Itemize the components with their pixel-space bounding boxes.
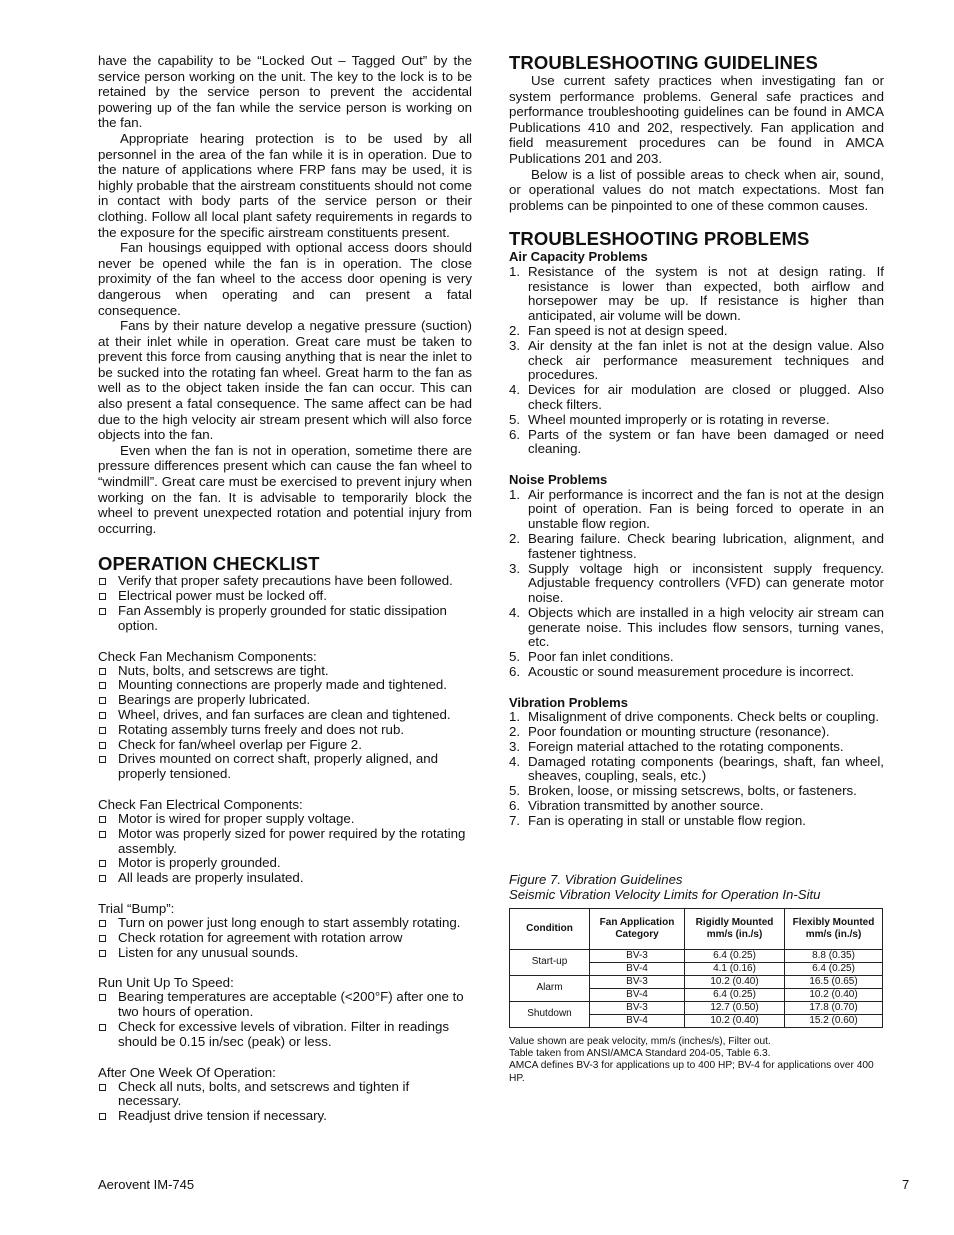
group-label: Check Fan Mechanism Components: (98, 648, 317, 664)
checklist-item: Mounting connections are properly made and tightened. (98, 678, 472, 693)
checkbox-icon (99, 935, 106, 942)
table-header-row (510, 908, 883, 949)
left-column (98, 53, 472, 1124)
list-item: 4. Damaged rotating components (bearings, shaft, fan wheel, sheaves, coupling, seals, etc.) (509, 753, 884, 784)
list-item: 5. Wheel mounted improperly or is rotating in reverse. (509, 411, 830, 427)
checkbox-icon (99, 727, 106, 734)
checkbox-icon (99, 1084, 106, 1091)
table-header: Flexibly Mounted mm/s (in./s) (785, 908, 883, 949)
table-cell: 6.4 (0.25) (685, 988, 785, 1001)
table-cell: BV-4 (590, 988, 685, 1001)
list-item: 1. Resistance of the system is not at design rating. If resistance is lower than expected, both airflow and horsepower may be up. If resistance is higher than anticipated, air volume will be down. (509, 263, 884, 324)
table-cell: BV-3 (590, 949, 685, 962)
list-item: 5. Broken, loose, or missing setscrews, bolts, or fasteners. (509, 783, 857, 799)
checkbox-icon (99, 1024, 106, 1031)
right-column (509, 53, 884, 1085)
checklist-item: Electrical power must be locked off. (98, 589, 472, 604)
checkbox-icon (99, 860, 106, 867)
checklist-trial-bump (98, 916, 472, 960)
table-cell: 15.2 (0.60) (785, 1014, 883, 1027)
table-cell: BV-4 (590, 962, 685, 975)
checklist-item: Check rotation for agreement with rotation arrow (98, 931, 472, 946)
noise-problems-list (509, 488, 884, 680)
table-note: Table taken from ANSI/AMCA Standard 204-05, Table 6.3. (509, 1047, 771, 1059)
list-item: 3. Foreign material attached to the rotating components. (509, 738, 844, 754)
body-paragraph: have the capability to be “Locked Out – Tagged Out” by the service person working on the unit. The key to the lock is to be retained by the service person to prevent the accidental powering up of the fan while the service person is working on the fan. (98, 53, 472, 131)
table-row (510, 975, 883, 988)
table-cell: 10.2 (0.40) (685, 1014, 785, 1027)
checkbox-icon (99, 950, 106, 957)
checkbox-icon (99, 578, 106, 585)
footer-doc-id: Aerovent IM-745 (98, 1177, 195, 1192)
list-item: 6. Acoustic or sound measurement procedure is incorrect. (509, 664, 854, 680)
checklist-item: Fan Assembly is properly grounded for static dissipation option. (98, 604, 472, 634)
table-header: Fan Application Category (590, 908, 685, 949)
checkbox-icon (99, 816, 106, 823)
checklist-electrical (98, 812, 472, 886)
checklist-item: Turn on power just long enough to start assembly rotating. (98, 916, 472, 931)
figure-subtitle: Seismic Vibration Velocity Limits for Operation In-Situ (509, 886, 821, 902)
list-item: 2. Bearing failure. Check bearing lubrication, alignment, and fastener tightness. (509, 530, 884, 561)
table-note: Value shown are peak velocity, mm/s (inches/s), Filter out. (509, 1035, 771, 1047)
table-row (510, 949, 883, 962)
checkbox-icon (99, 608, 106, 615)
table-cell: 16.5 (0.65) (785, 975, 883, 988)
checklist-item: Drives mounted on correct shaft, properly aligned, and properly tensioned. (98, 752, 472, 782)
body-paragraph: Use current safety practices when investigating fan or system performance problems. General safe practices and performance troubleshooting guidelines can be found in AMCA Publications 410 and 202, respectively. Fan application and field measurement procedures can be found in AMCA Publications 201 and 203. (509, 73, 884, 166)
checklist-item: Bearings are properly lubricated. (98, 693, 472, 708)
checkbox-icon (99, 875, 106, 882)
checkbox-icon (99, 756, 106, 763)
checklist-item: Motor was properly sized for power required by the rotating assembly. (98, 827, 472, 857)
checkbox-icon (99, 668, 106, 675)
checklist-item: Motor is wired for proper supply voltage. (98, 812, 472, 827)
checklist-item: Verify that proper safety precautions have been followed. (98, 574, 472, 589)
body-paragraph: Fan housings equipped with optional access doors should never be opened while the fan is in operation. The close proximity of the fan wheel to the access door opening is very dangerous when operating and can present a fatal consequence. (98, 240, 472, 318)
list-item: 3. Supply voltage high or inconsistent supply frequency. Adjustable frequency controllers (VFD) can generate motor noise. (509, 560, 884, 606)
table-header: Condition (510, 908, 590, 949)
air-capacity-heading: Air Capacity Problems (509, 249, 648, 265)
group-label: Trial “Bump”: (98, 900, 175, 916)
table-cell: Start-up (510, 949, 590, 975)
checkbox-icon (99, 593, 106, 600)
checklist-item: Nuts, bolts, and setscrews are tight. (98, 664, 472, 679)
checkbox-icon (99, 682, 106, 689)
body-paragraph: Fans by their nature develop a negative pressure (suction) at their inlet while in operation. Great care must be taken to prevent this force from causing anything that is near the inlet to be sucked into the rotating fan wheel. Great harm to the fan as well as to the object taken inside the fan can occur. This can also present a fatal consequence. The same affect can be had due to the high velocity air stream present which will also force objects into the fan. (98, 318, 472, 443)
list-item: 3. Air density at the fan inlet is not at the design value. Also check air performance measurement techniques and procedures. (509, 337, 884, 383)
list-item: 6. Vibration transmitted by another source. (509, 798, 764, 814)
checklist-item: Check for fan/wheel overlap per Figure 2. (98, 738, 472, 753)
table-header: Rigidly Mounted mm/s (in./s) (685, 908, 785, 949)
table-cell: 6.4 (0.25) (785, 962, 883, 975)
checklist-item: Rotating assembly turns freely and does not rub. (98, 723, 472, 738)
table-cell: BV-3 (590, 975, 685, 988)
table-cell: 12.7 (0.50) (685, 1001, 785, 1014)
checkbox-icon (99, 994, 106, 1001)
checkbox-icon (99, 697, 106, 704)
operation-checklist-heading: OPERATION CHECKLIST (98, 553, 320, 575)
body-paragraph: Even when the fan is not in operation, sometime there are pressure differences present which can cause the fan wheel to “windmill”. Great care must be exercised to prevent injury when working on the fan. It is advisable to temporarily block the wheel to prevent unexpected rotation and potential injury from occurring. (98, 442, 472, 536)
table-cell: BV-4 (590, 1014, 685, 1027)
table-row (510, 1001, 883, 1014)
troubleshooting-guidelines-heading: TROUBLESHOOTING GUIDELINES (509, 52, 818, 73)
table-cell: 10.2 (0.40) (685, 975, 785, 988)
page-number: 7 (902, 1177, 910, 1192)
vibration-problems-list (509, 710, 884, 828)
checkbox-icon (99, 1113, 106, 1120)
checklist-item: All leads are properly insulated. (98, 871, 472, 886)
table-cell: 8.8 (0.35) (785, 949, 883, 962)
checklist-one-week (98, 1080, 472, 1124)
figure-title: Figure 7. Vibration Guidelines (509, 871, 683, 887)
checkbox-icon (99, 831, 106, 838)
checklist-mechanism (98, 664, 472, 782)
list-item: 7. Fan is operating in stall or unstable flow region. (509, 812, 806, 828)
noise-problems-heading: Noise Problems (509, 472, 608, 488)
group-label: Run Unit Up To Speed: (98, 975, 234, 991)
troubleshooting-problems-heading: TROUBLESHOOTING PROBLEMS (509, 228, 810, 250)
checklist-item: Listen for any unusual sounds. (98, 946, 472, 961)
list-item: 2. Fan speed is not at design speed. (509, 322, 728, 338)
list-item: 4. Objects which are installed in a high velocity air stream can generate noise. This includes flow sensors, turning vanes, etc. (509, 604, 884, 650)
checklist-intro (98, 574, 472, 633)
table-cell: 17.8 (0.70) (785, 1001, 883, 1014)
checklist-item: Check for excessive levels of vibration. Filter in readings should be 0.15 in/sec (peak) or less. (98, 1020, 472, 1050)
list-item: 1. Air performance is incorrect and the fan is not at the design point of operation. Fan is being forced to operate in an unstable flow region. (509, 486, 884, 532)
list-item: 1. Misalignment of drive components. Check belts or coupling. (509, 709, 880, 725)
vibration-table (509, 908, 883, 1028)
figure-caption (509, 872, 884, 902)
table-cell: 6.4 (0.25) (685, 949, 785, 962)
group-label: After One Week Of Operation: (98, 1064, 276, 1080)
group-label: Check Fan Electrical Components: (98, 796, 303, 812)
list-item: 2. Poor foundation or mounting structure (resonance). (509, 724, 830, 740)
checklist-item: Bearing temperatures are acceptable (<200°F) after one to two hours of operation. (98, 990, 472, 1020)
air-capacity-list (509, 265, 884, 457)
table-cell: 10.2 (0.40) (785, 988, 883, 1001)
body-paragraph: Below is a list of possible areas to check when air, sound, or operational values do not match expectations. Most fan problems can be pinpointed to one of these common causes. (509, 166, 884, 213)
body-paragraph: Appropriate hearing protection is to be used by all personnel in the area of the fan while it is in operation. Due to the nature of applications where FRP fans may be used, it is highly probable that the airstream constituents should not come in contact with body parts of the service person or their clothing. Follow all local plant safety requirements in regards to the exposure for the specific airstream constituents present. (98, 130, 472, 240)
checklist-item: Wheel, drives, and fan surfaces are clean and tightened. (98, 708, 472, 723)
list-item: 6. Parts of the system or fan have been damaged or need cleaning. (509, 426, 884, 457)
list-item: 5. Poor fan inlet conditions. (509, 649, 674, 665)
checklist-item: Motor is properly grounded. (98, 856, 472, 871)
checklist-item: Check all nuts, bolts, and setscrews and tighten if necessary. (98, 1080, 472, 1110)
table-cell: 4.1 (0.16) (685, 962, 785, 975)
checkbox-icon (99, 742, 106, 749)
checklist-run-up (98, 990, 472, 1049)
table-notes (509, 1036, 884, 1085)
checkbox-icon (99, 920, 106, 927)
vibration-problems-heading: Vibration Problems (509, 694, 628, 710)
list-item: 4. Devices for air modulation are closed or plugged. Also check filters. (509, 382, 884, 412)
table-cell: BV-3 (590, 1001, 685, 1014)
table-cell: Shutdown (510, 1001, 590, 1027)
table-cell: Alarm (510, 975, 590, 1001)
checkbox-icon (99, 712, 106, 719)
table-note: AMCA defines BV-3 for applications up to 400 HP; BV-4 for applications over 400 HP. (509, 1060, 874, 1084)
checklist-item: Readjust drive tension if necessary. (98, 1109, 472, 1124)
